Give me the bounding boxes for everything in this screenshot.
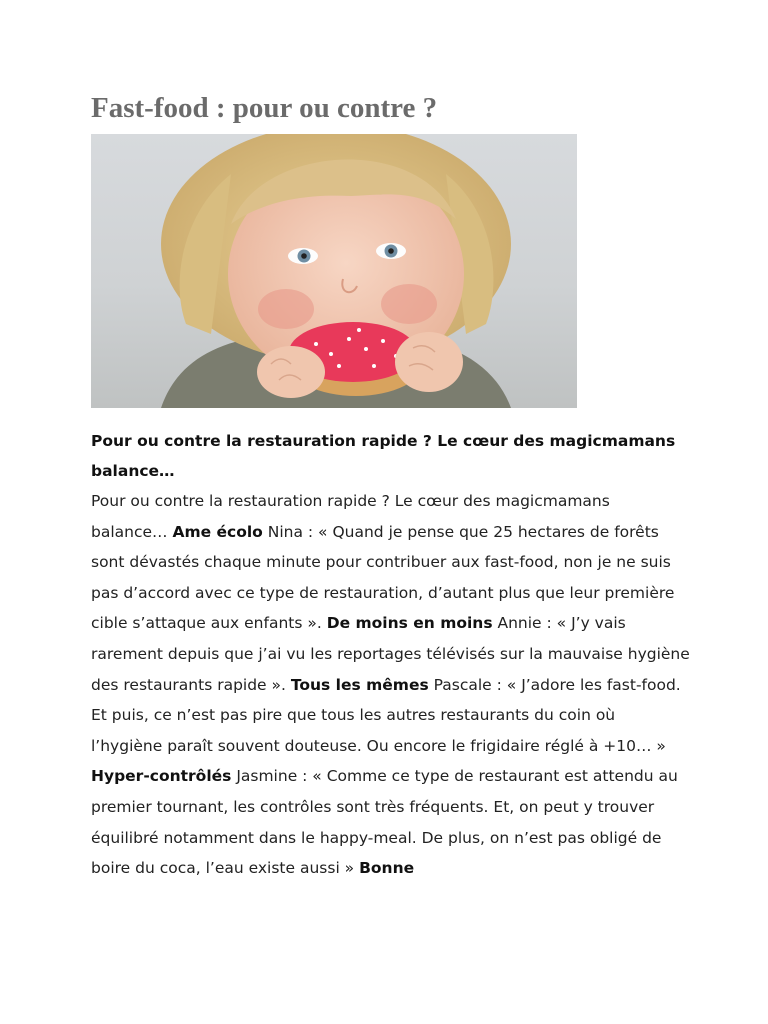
body-text-segment: Nina : « Quand je pense que 25 hectares de forêts sont dévastés chaque minute pour contribuer aux fast-food, non je ne suis pas d’accord avec ce type de restauration, d’autant plus que leur première cible s’attaque aux enfants ». (91, 522, 675, 633)
article-photo (91, 134, 577, 408)
speaker-heading: Bonne (359, 859, 415, 878)
speaker-heading: Tous les mêmes (290, 675, 429, 694)
body-text-segment: Pour ou contre la restauration rapide ? Le cœur des magicmamans balance… (91, 492, 610, 541)
body-text-segment: Annie : « J’y vais rarement depuis que j’ai vu les reportages télévisés sur la mauvaise hygiène des restaurants rapide ». (91, 614, 690, 694)
speaker-heading: Ame écolo (172, 522, 263, 541)
speaker-heading: Hyper-contrôlés (91, 767, 232, 786)
speaker-heading: De moins en moins (326, 614, 493, 633)
article (91, 88, 691, 884)
body-text-segment: Jasmine : « Comme ce type de restaurant est attendu au premier tournant, les contrôles sont très fréquents. Et, on peut y trouver équilibré notamment dans le happy-meal. De plus, on n’est pas obligé de boire du coca, l’eau existe aussi » (91, 767, 678, 878)
body-paragraph (91, 486, 691, 884)
body-text-segment: Pascale : « J’adore les fast-food. Et puis, ce n’est pas pire que tous les autres restaurants du coin où l’hygiène paraît souvent douteuse. Ou encore le frigidaire réglé à +10… » (91, 675, 681, 755)
child-eating-donut-photo-icon (91, 134, 577, 408)
page-title: Fast-food : pour ou contre ? (91, 92, 438, 124)
lead-paragraph: Pour ou contre la restauration rapide ? Le cœur des magicmamans balance… (91, 432, 676, 480)
